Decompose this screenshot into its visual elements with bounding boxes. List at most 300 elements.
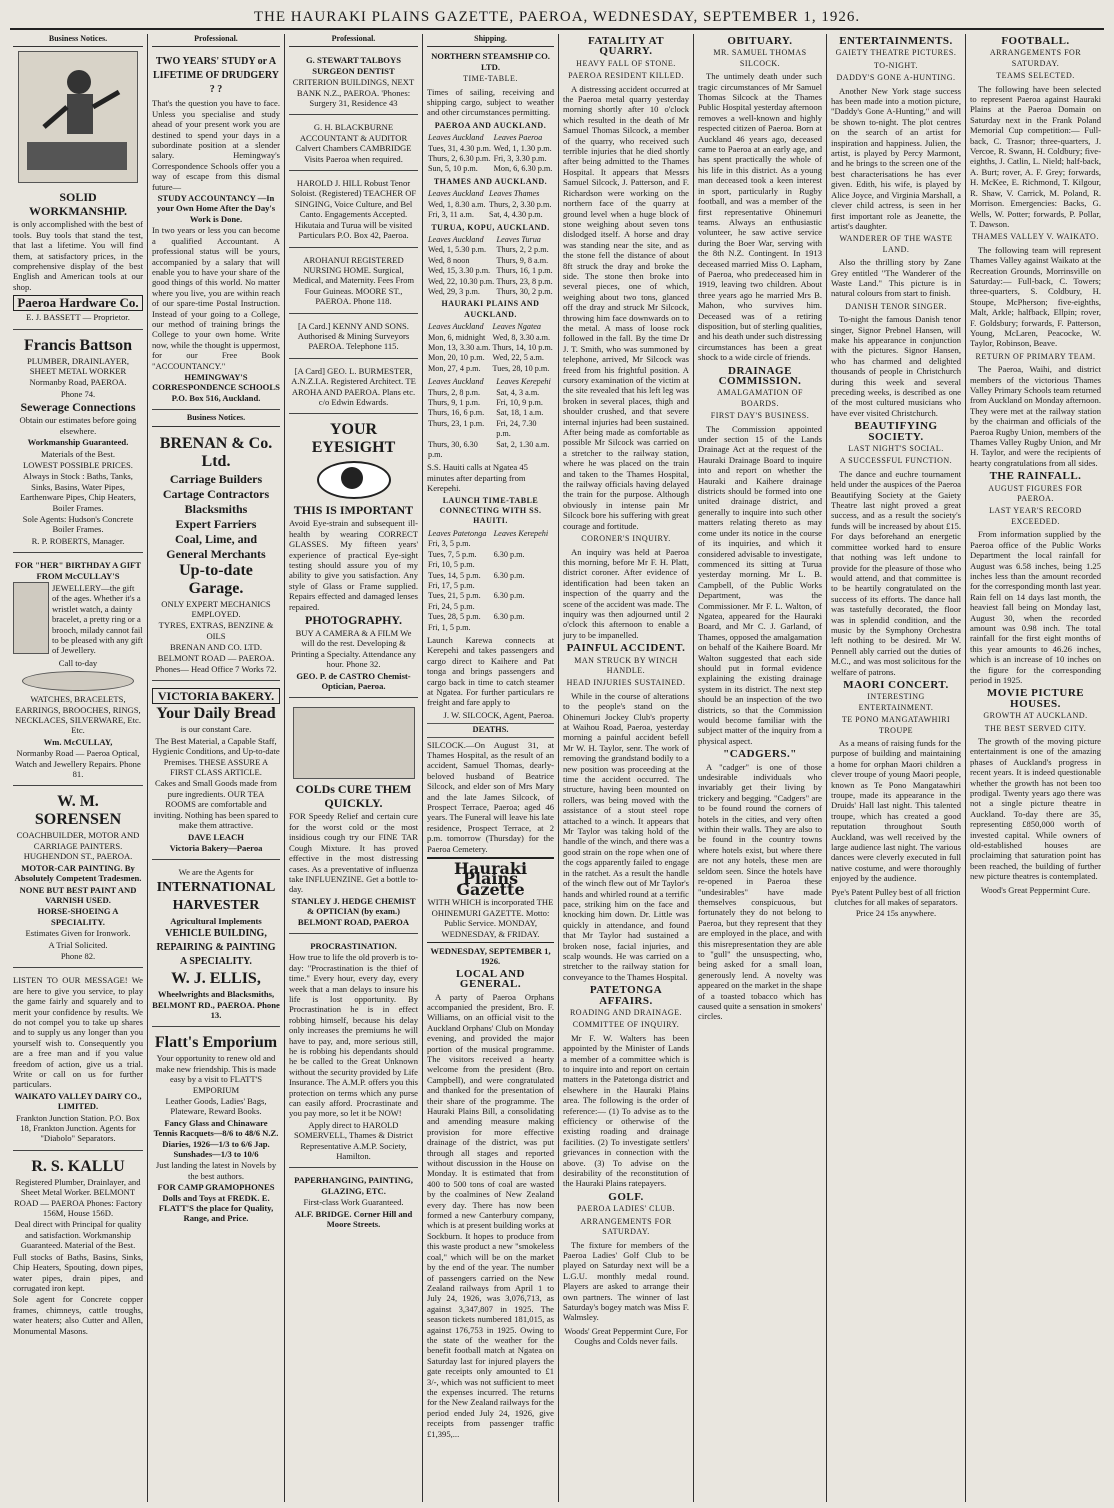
primary-sub: RETURN OF PRIMARY TEAM. <box>975 351 1096 361</box>
timetable-cell: Wed, 22, 10.30 p.m. <box>428 276 495 286</box>
best-served-sub: THE BEST SERVED CITY. <box>984 723 1087 733</box>
column-heading: Shipping. <box>427 34 554 47</box>
drainage-text: The Commission appointed under section 15 of the Lands Drainage Act at the request of the Hauraki Drainage Board to inquire into and report on whether the Hauraki and Kaihere drainage districts should be formed into one united drainage district, and generally to inquire into such other matters relating thereto as may come under its notice in the course of its inquiries, and which it considered advisable to investigate, commenced its sitting at Turua yesterday morning. Mr L. B. Campbell, of the Public Works Department, was the Commissioner. Mr F. L. Walton, of Ngatea, appeared for the Hauraki Board, and Mr C. J. Garland, of Thames, opposed the amalgamation on behalf of the Kaihere Board. Mr Walton suggested that each side should put in formal evidence explaining the existing drainage system in its district. The next step should be an inspection of the two districts, so that the Commission would become familiar with the subject matter of the inquiry from a physical aspect. <box>698 423 822 746</box>
movie-heading: MOVIE PICTURE HOUSES. <box>986 687 1085 710</box>
thames-valley-sub: THAMES VALLEY V. WAIKATO. <box>972 232 1099 242</box>
coroner-text: An inquiry was held at Paeroa this morning, before Mr F. H. Platt, district coroner. After evidence of identification had been taken an inspection of the quarry and the scene of the accident was made. The inquiry was then adjourned until 2 o'clock this afternoon to enable a jury to be impanelled. <box>563 546 689 640</box>
entertainments-heading: ENTERTAINMENTS. <box>839 35 953 47</box>
timetable-cell: 6.30 p.m. <box>493 591 525 601</box>
column-rule <box>693 34 694 1502</box>
ellis-sub: Wheelwrights and Blacksmiths, BELMONT RD., PAEROA. Phone 13. <box>152 989 280 1020</box>
cadgers-heading: "CADGERS." <box>723 748 797 761</box>
timetable-cell <box>493 602 554 612</box>
garage-line: TYRES, EXTRAS, BENZINE & OILS <box>158 620 274 641</box>
novels: Just landing the latest in Novels by the best authors. <box>155 1160 277 1181</box>
drainage-heading: DRAINAGE COMMISSION. <box>718 364 802 387</box>
timetable-cell: Thurs, 23, 8 p.m. <box>496 276 553 286</box>
alf-bridge: ALF. BRIDGE. Corner Hill and Moore Streets. <box>294 1208 413 1230</box>
beautifying-text: The dance and euchre tournament held under the auspices of the Paeroa Beautifying Society at the Gaiety Theatre last night proved a great success, and as a result the society's funds will be increased by about £15. For days beforehand an energetic committee worked hard to ensure that nothing was left undone to provide for the pleasure of those who would attend, and that committee is to be heartily congratulated on the success of its efforts. The dance hall was tastefully decorated, the floor was in splendid condition, and the music by the Symphony Orchestra left nothing to be desired. Mr W. Pennell ably carried out the duties of M.C., and was most solicitous for the welfare of patrons. <box>831 468 961 677</box>
winch-sub: MAN STRUCK BY WINCH HANDLE. <box>574 655 678 675</box>
timetable-row <box>427 333 554 343</box>
birthday-heading: FOR "HER" BIRTHDAY A GIFT FROM McCULLAY'S <box>14 560 142 581</box>
timetable-cell: Leaves Kerepehi <box>493 528 549 538</box>
committee-sub: COMMITTEE OF INQUIRY. <box>572 1020 680 1030</box>
exceeded-sub: LAST YEAR'S RECORD EXCEEDED. <box>989 506 1082 526</box>
burmester-card: [A Card] GEO. L. BURMESTER, A.N.Z.I.A. Registered Architect. TE AROHA AND PAEROA. Plans etc. c/o Edwin Edwards. <box>291 365 416 407</box>
apply-somervell: Apply direct to HAROLD SOMERVELL, Thames & District Representative A.M.P. Society, Hamilton. <box>294 1119 413 1162</box>
eye-text: Avoid Eye-strain and subsequent ill-health by wearing CORRECT GLASSES. My fifteen years' experience of practical Eye-sight testing should assure you of my ability to give you satisfaction. Any style of Glass or Frame supplied. Repairs effected and damaged lenses repaired. <box>289 518 418 612</box>
sewerage-heading: Sewerage Connections <box>20 400 136 415</box>
timetable-row <box>427 287 554 297</box>
francis-battson-name: Francis Battson <box>24 336 132 354</box>
timetable-cell: Mon, 6, 6.30 p.m. <box>493 164 553 174</box>
eye-illustration <box>317 461 391 499</box>
tonight-sub: TO-NIGHT. <box>874 60 918 70</box>
timetable-cell: Leaves Ngatea <box>492 322 541 332</box>
timetable-row <box>427 210 554 220</box>
deaths-text: SILCOCK.—On August 31, at Thames Hospital, as the result of an accident, Samuel Thomas, dearly-beloved husband of Beatrice Silcock, and elder son of Mrs Mary and the late James Silcock, of Prospect Terrace, Paeroa; aged 46 years. The Funeral will leave his late residence, Prospect Terrace, at 2 p.m. tomorrow (Thursday) for the Paeroa Cemetery. <box>427 739 554 854</box>
trial-solicited: A Trial Solicited. <box>48 939 108 950</box>
timetable-cell: Thurs, 9, 8 a.m. <box>496 255 549 265</box>
brenan-line: Coal, Lime, and <box>174 531 257 546</box>
timetable-row <box>427 322 554 332</box>
timetable-row <box>427 602 554 612</box>
none-but-best: NONE BUT BEST PAINT AND VARNISH USED. <box>19 884 137 905</box>
brenan-name: BRENAN & Co. Ltd. <box>159 434 273 470</box>
golf-text: The fixture for members of the Paeroa Ladies' Golf Club to be played on Saturday next will be a L.G.U. monthly medal round. Players are asked to arrange their own partners. The winner of last Saturday's bogey match was Miss F. Walmsley. <box>563 1239 689 1323</box>
football-heading: FOOTBALL. <box>1001 35 1070 47</box>
solid-workmanship-heading: SOLID WORKMANSHIP. <box>29 190 127 219</box>
timetable-cell: Thurs, 16, 1 p.m. <box>496 266 553 276</box>
column-heading: Business Notices. <box>152 413 280 426</box>
timetable-cell: Tues, 28, 10 p.m. <box>492 363 550 373</box>
primary-text: The Paeroa, Waihi, and district members of the victorious Thames Valley Primary Schools team returned from Auckland on Monday afternoon. They were met at the railway station by the chairman and officials of the Paeroa Rugby Union, members of the Thames Valley Rugby Union, and Mr H. Taylor, and were the recipients of hearty congratulations from all sides. <box>970 364 1101 468</box>
hauiti-note: S.S. Hauiti calls at Ngatea 45 minutes after departing from Kerepehi. <box>427 462 528 494</box>
timetable-cell: Wed, 8, 3.30 a.m. <box>492 332 551 342</box>
social-sub: LAST NIGHT'S SOCIAL. <box>848 444 944 454</box>
timetable-cell: Sun, 5, 10 p.m. <box>428 164 478 174</box>
timetable-cell: Leaves Patetonga <box>428 528 487 538</box>
timetable-cell <box>493 539 554 549</box>
daddy-text: Another New York stage success has been made into a motion picture, "Daddy's Gone A-Hunting," and will be shown to-night. The plot centres on the search of an artist for inspiration and happiness. Julien, the artist, is played by Percy Marmont, and he brings to the screen one of the best characterisations he has ever given. Edith, his wife, is played by Alice Joyce, and Virginia Marshall, a clever child actress, is seen in her first important role as Jeanette, the artist's daughter. <box>831 85 961 231</box>
wanderer-sub: WANDERER OF THE WASTE LAND. <box>839 234 953 254</box>
brenan-line: Expert Farriers <box>175 516 257 531</box>
timetable-cell: Leaves Auckland <box>428 234 484 244</box>
dateline: WEDNESDAY, SEPTEMBER 1, 1926. <box>430 945 551 967</box>
golf-heading: GOLF. <box>608 1190 644 1203</box>
ladies-club-sub: PAEROA LADIES' CLUB. <box>576 1204 676 1214</box>
teams-sub: TEAMS SELECTED. <box>996 71 1075 81</box>
timetable-cell: Tues, 28, 5 p.m. <box>428 612 481 622</box>
waikato-address: Frankton Junction Station. P.O. Box 18, Frankton Junction. Agents for "Diabolo" Separators. <box>16 1112 140 1144</box>
obituary-text: The untimely death under such tragic circumstances of Mr Samuel Thomas Silcock at the Thames Public Hospital yesterday afternoon removes a well-known and highly respected citizen of Paeroa. Born at Auckland 46 years ago, deceased came to Paeroa at an early age, and has spent practically the whole of his life in this district. As a young man deceased took a keen interest in sport, particularly in Rugby football, and was a member of the first representative Ohinemuri teams. Always an enthusiastic volunteer, he saw active service during the Boer War, serving with the 8th N.Z. Contingent. In 1913 deceased married Miss O. Lapham, of Paeroa, who predeceased him in 1919, leaving two children. About three years ago he married Mrs B. Mahon, who survives him. Deceased was of a retiring disposition, but of sterling qualities, and his death under such distressing circumstances has been a great shock to a wide circle of friends. <box>698 71 822 363</box>
timetable-cell: Leaves Paeroa <box>493 133 543 143</box>
thames-auckland-table <box>427 189 554 220</box>
battson-line: Normanby Road, PAEROA. <box>29 377 127 388</box>
hauraki-plains-table <box>427 322 554 374</box>
victoria-bakery-paeroa: Victoria Bakery—Paeroa <box>169 842 263 853</box>
turua-kopu-table <box>427 235 554 297</box>
paper-sub: First-class Work Guaranteed. <box>303 1197 404 1208</box>
hedge-chemist: STANLEY J. HEDGE CHEMIST & OPTICIAN (by exam.) BELMONT ROAD, PAEROA <box>291 895 416 927</box>
local-general-text: A party of Paeroa Orphans accompanied the president, Bro. F. Williams, on an official visit to the Auckland Orphans' Club on Monday evening, and provided the major portion of the musical programme. The visitors received a hearty welcome from the president (Bro. Campbell), and were congratulated and thanked for the presentation of their share of the programme. The Hauraki Plains Bill, a consolidating and amending measure making provision for more effective drainage of the district, was put through all stages and reported without discussion in the House on Monday. It is estimated that from 400 to 500 tons of coal are wasted by the coalmines of New Zealand every day. There has now been formed a new Canterbury company, which is at present building works at Sockburn. It hopes to produce from this waste product a new "smokeless coal," which will be on the market by the end of the year. The number of passengers carried on the New Zealand railways from April 1 to July 24, 1926, was 3,076,713, as against 3,347,807 in 1925. The season tickets numbered 181,015, as against 176,753 in 1925. Owing to the state of the weather for the benefit football match at Ngatea on Saturday last for injured players the gate receipts only amounted to £1 3/-, which was not sufficient to meet the expenses incurred. The returns for the New Zealand railways for the period ended July 24, 1926, give receipts from passenger traffic £1,395,... <box>427 991 554 1439</box>
maori-concert-heading: MAORI CONCERT. <box>843 678 949 691</box>
silcock-agent: J. W. SILCOCK, Agent, Paeroa. <box>443 709 554 720</box>
international-harvester: INTERNATIONAL HARVESTER <box>156 879 276 913</box>
local-general-heading: LOCAL AND GENERAL. <box>456 967 525 991</box>
timetable-row <box>427 581 554 591</box>
two-years-study-heading: TWO YEARS' STUDY or A LIFETIME OF DRUDGERY ? ? <box>153 56 279 96</box>
masthead: THE HAURAKI PLAINS GAZETTE, PAEROA, WEDNESDAY, SEPTEMBER 1, 1926. <box>10 6 1104 30</box>
sorensen-sub: COACHBUILDER, MOTOR AND CARRIAGE PAINTERS. HUGHENDON ST., PAEROA. <box>16 830 140 862</box>
phone-82: Phone 82. <box>60 950 96 961</box>
timetable-cell: Mon, 6, midnight <box>428 332 486 342</box>
colds-heading: COLDs CURE THEM QUICKLY. <box>295 782 412 811</box>
fatality-sub2: PAEROA RESIDENT KILLED. <box>568 71 684 81</box>
interesting-sub: INTERESTING ENTERTAINMENT. <box>858 692 934 712</box>
workmanship-guaranteed: Workmanship Guaranteed. <box>27 437 129 448</box>
obituary-heading: OBITUARY. <box>727 35 793 47</box>
cakes-text: Cakes and Small Goods made from pure ingredients. OUR TEA ROOMS are comfortable and inviting. Nothing has been spared to make them attractive. <box>153 778 279 831</box>
timetable-cell: Leaves Auckland <box>428 133 484 143</box>
brenan-line: Blacksmiths <box>184 501 248 516</box>
timetable-row <box>427 133 554 143</box>
timetable-cell: Mon, 13, 3.30 a.m. <box>428 342 491 352</box>
blackburne-card: G. H. BLACKBURNE ACCOUNTANT & AUDITOR Calvert Chambers CAMBRIDGE Visits Paeroa when required. <box>295 122 412 164</box>
cadgers-text: A "cadger" is one of those undesirable individuals who invariably get their living by trickery and begging. "Cadgers" are to be found round the corners of hotels in the cities, and very often within their walls. They are also to be found in the country towns where hotels exist, but where there are not any hotels, these men are seldom seen. Since the hotels have re-opened in Paeroa these "undesirables" have made themselves conspicuous, but fortunately they do not belong to Paeroa, but they represent that they are employed in the place, and with this misrepresentation they are able to "gull" the unsuspecting, who, being asked for a small loan, generously lend. A novelty was appeared on the market in the shape of a toasted tobacco which has caused quite a sensation in smokers' circles. <box>698 761 822 1022</box>
kallu-agent: Sole agent for Concrete copper frames, chimneys, cattle troughs, water heaters; also Cutter and Allen, Monumental Masons. <box>13 1294 143 1336</box>
timetable-cell: Sat, 4, 3 a.m. <box>496 387 540 397</box>
garage-line: Phones— Head Office 7 Works 72. <box>155 664 277 675</box>
august-sub: AUGUST FIGURES FOR PAEROA. <box>988 483 1083 504</box>
sewerage-sub: Obtain our estimates before going elsewhere. <box>19 415 137 436</box>
first-day-sub: FIRST DAY'S BUSINESS. <box>710 411 810 421</box>
column-news-1 <box>560 34 692 1502</box>
bracelet-illustration <box>22 671 134 691</box>
timetable-cell: Thurs, 9, 1 p.m. <box>428 398 481 407</box>
beautifying-heading: BEAUTIFYING SOCIETY. <box>854 420 938 443</box>
timetable-cell: Thurs, 30, 2 p.m. <box>496 286 553 296</box>
timetable-cell <box>493 623 554 633</box>
timetable-row <box>427 277 554 287</box>
timetable-cell <box>493 581 554 591</box>
patetonga-heading: PATETONGA AFFAIRS. <box>589 984 663 1007</box>
watches-list: WATCHES, BRACELETS, EARRINGS, BROOCHES, RINGS, NECKLACES, SILVERWARE, Etc. Etc. <box>15 694 141 736</box>
troupe-sub: TE PONO MANGATAWHIRI TROUPE <box>841 715 951 735</box>
column-news-2 <box>695 34 825 1502</box>
hill-card: HAROLD J. HILL Robust Tenor Soloist. (Registered) TEACHER OF SINGING, Voice Culture, and Bel Canto. Engagements Accepted. Hikutaia and Turua will be visited Particulars P.O. Box 42, Paeroa. <box>290 178 417 241</box>
listen-message: LISTEN TO OUR MESSAGE! We are here to give you service, to play the game fairly and squarely and to merit your confidence by results. We do not compel you to take up shares and to supply us any longer than you yourself wish to. Consequently you are a free man and if you value freedom of action, give us a trial. Write or call on us for further particulars. <box>13 975 143 1090</box>
paeroa-auckland-table <box>427 133 554 175</box>
kallu-sub: Registered Plumber, Drainlayer, and Sheet Metal Worker. BELMONT ROAD — PAEROA Phones: Factory 156M, House 156D. <box>13 1176 143 1219</box>
brenan-line: General Merchants <box>166 546 266 561</box>
timetable-cell: Wed, 1, 8.30 a.m. <box>428 199 486 209</box>
timetable-cell: Fri, 10, 5 p.m. <box>428 560 475 570</box>
timetable-row <box>427 612 554 622</box>
northern-steamship: NORTHERN STEAMSHIP CO. LTD. <box>431 51 550 72</box>
timetable-row <box>427 539 554 549</box>
woods-cure: Wood's Great Peppermint Cure. <box>980 884 1091 895</box>
success-sub: A SUCCESSFUL FUNCTION. <box>839 456 953 466</box>
study-text: That's the question you have to face. Unless you specialise and study ahead of your present work you are destined to spend your days in a subordinate position at a slender salary. Hemingway's Correspondence Schools offer you a way of escape from this dismal future— <box>152 98 280 192</box>
column-heading: Professional. <box>152 34 280 47</box>
timetable-cell: 6.30 p.m. <box>493 612 525 622</box>
brenan-line: Cartage Contractors <box>162 486 270 501</box>
thames-auckland: THAMES AND AUCKLAND. <box>433 176 548 186</box>
procrastination-text: How true to life the old proverb is to-day: "Procrastination is the thief of time." Every hour, every day, every week that a man delays to insure his life is lost opportunity. By Procrastination he is in effect robbing himself, because his delay only increases the premiums he will have to pay, and, more serious still, he is robbing his dependants should he be called to the Great Unknown without the security provided by Life Insurance. The A.M.P. offers you this protection on terms which any purse can easily afford. Procrastinate and you pay more, so let it be NOW! <box>289 952 418 1119</box>
timetable-heading: TIME-TABLE. <box>463 74 518 84</box>
timetable-row <box>427 266 554 276</box>
timetable-cell: Fri, 3, 11 a.m. <box>428 210 474 220</box>
study-accountancy: STUDY ACCOUNTANCY —In your Own Home After the Day's Work is Done. <box>156 193 276 224</box>
arohanui-card: AROHANUI REGISTERED NURSING HOME. Surgical, Medical, and Maternity. Fees From Four Guineas. MOORE ST., PAEROA. Phone 118. <box>292 254 415 307</box>
timetable-cell: Fri, 3, 3.30 p.m. <box>493 154 547 164</box>
call-today: Call to-day <box>58 657 98 668</box>
garage-line: ONLY EXPERT MECHANICS EMPLOYED. <box>161 598 271 619</box>
photography: PHOTOGRAPHY. <box>304 613 402 628</box>
football-text: The following have been selected to represent Paeroa against Hauraki Plains at the Paeroa Domain on Saturday next in the Frank Poland Memorial Cup competition:— Full-back, C. Trasnor; three-quarters, J. Vercoe, R. Swann, H. Coldbury; five-eighths, J. Catlin, L. Nield; half-back, A. Burt; rover, A. F. Grey; forwards, H. McKee, E. Richmond, T. Kilgour, R. Shaw, V. Carrick, M. Poland, R. Morrison. Emergencies: Backs, G. Wells, W. Potter; forwards, P. Pollar, T. Dawson. <box>970 83 1101 229</box>
ellis-name: W. J. ELLIS, <box>171 970 261 988</box>
timetable-row <box>427 353 554 363</box>
timetable-cell: Sat, 2, 1.30 a.m. <box>496 439 550 449</box>
column-professional <box>149 34 283 1502</box>
timetable-cell: Mon, 20, 10 p.m. <box>428 353 485 363</box>
hemingway-schools: HEMINGWAY'S CORRESPONDENCE SCHOOLS P.O. Box 516, Auckland. <box>152 371 280 403</box>
timetable-cell: Fri, 10, 9 p.m. <box>496 398 543 407</box>
wristwatch-illustration <box>13 582 49 654</box>
mccullay-address: Normanby Road — Paeroa Optical, Watch and Jewellery Repairs. Phone 81. <box>15 748 141 780</box>
waikato-dairy: WAIKATO VALLEY DAIRY CO., LIMITED. <box>14 1090 142 1112</box>
timetable-row <box>427 529 554 539</box>
arrangements-sub: ARRANGEMENTS FOR SATURDAY. <box>989 48 1082 68</box>
timetable-cell: Leaves Thames <box>489 189 540 199</box>
column-sport <box>967 34 1104 1502</box>
colds-text: FOR Speedy Relief and certain cure for the worst cold or the most insidious cough try our FINE TAR Cough Mixture. It has proved effective in the most distressing cases. As a preventative of influenza take INFLUENZINE. Get a bottle to-day. <box>289 811 418 895</box>
column-shipping <box>424 34 557 1502</box>
horse-shoeing: HORSE-SHOEING A SPECIALITY. <box>37 906 119 927</box>
tenor-text: To-night the famous Danish tenor singer, Signor Prebnel Hansen, will make his appearance in conjunction with the pictures. Signor Hansen, who has charmed and delighted thousands of people in Christchurch during this week and several preceding weeks, is described as one of the most cultured musicians who have ever visited Christchurch. <box>831 314 961 418</box>
patetonga-text: Mr F. W. Walters has been appointed by the Minister of Lands a member of a committee which is to inquire into and report on certain matters in the Patetonga district and elsewhere in the Hauraki Plains area. The following is the order of reference:— (1) To advise as to the efficiency or otherwise of the existing roading and drainage facilities. (2) To investigate settlers' grievances in connection with the above. (3) To advise on the desirability of the reconstitution of the Hauraki Plains ratepayers. <box>563 1032 689 1189</box>
column-rule <box>826 34 827 1502</box>
timetable-row <box>427 377 554 387</box>
bread-text: The Best Material, a Capable Staff, Hygienic Conditions, and Up-to-date Premises. THESE ASSURE A FIRST CLASS ARTICLE. <box>152 735 280 778</box>
woods-cure: Woods' Great Peppermint Cure, For Coughs and Colds never fails. <box>564 1325 688 1347</box>
timetable-cell: Fri, 17, 5 p.m. <box>428 580 475 590</box>
brenan-line: Carriage Builders <box>169 471 263 486</box>
timetable-cell: Thurs, 23, 1 p.m. <box>428 418 485 428</box>
timetable-cell: 6.30 p.m. <box>493 549 525 559</box>
hardware-proprietor: E. J. BASSETT — Proprietor. <box>26 312 130 323</box>
column-heading: Business Notices. <box>13 34 143 47</box>
saturday-sub: ARRANGEMENTS FOR SATURDAY. <box>580 1216 672 1237</box>
timetable-row <box>427 623 554 633</box>
accountancy-text: In two years or less you can become a qualified Accountant. A professional status will be yours, accompanied by a salary that will enable you to have your share of the good things of this world. No matter where you live, you are within reach of our spare-time Postal Instruction. Instead of your going to a College, our method of training brings the College to your own home. Write now, while the thought is uppermost, for our Free Book "ACCOUNTANCY." <box>152 225 280 371</box>
launch-note: Launch Karewa connects at Kerepehi and takes passengers and cargo direct to Kaihere and Pat tonga and brings passengers and cargo back in time to catch steamer at Ngatea. For further particulars re freight and fare apply to <box>427 634 554 708</box>
sole-agents: Sole Agents: Hudson's Concrete Boiler Frames. <box>22 513 134 535</box>
fatality-sub: HEAVY FALL OF STONE. <box>576 58 676 68</box>
photo-text: BUY A CAMERA & A FILM We will do the rest. Developing & Printing a Specialty. Attendance any hour. Phone 32. <box>291 628 416 670</box>
timetable-row <box>427 560 554 570</box>
turua-kopu: TURUA, KOPU, AUCKLAND. <box>431 222 550 232</box>
daddy-sub: DADDY'S GONE A-HUNTING. <box>836 73 956 83</box>
painful-accident-heading: PAINFUL ACCIDENT. <box>566 642 686 655</box>
kallu-stock: Full stocks of Baths, Basins, Sinks, Chip Heaters, Spouting, down pipes, water pipes, drain pipes, and corrugated iron kept. <box>13 1251 143 1293</box>
timetable-cell: Thurs, 2, 2 p.m. <box>496 245 549 255</box>
agents-for: We are the Agents for <box>178 867 254 878</box>
paeroa-hardware-logo: Paeroa Hardware Co. <box>13 295 143 311</box>
timetable-cell: Fri, 1, 5 p.m. <box>428 622 471 632</box>
flatts-emporium: Flatt's Emporium <box>154 1034 278 1052</box>
timetable-row <box>427 440 554 461</box>
craftsman-illustration <box>18 51 138 183</box>
sorensen-name: W. M. SORENSEN <box>34 793 122 829</box>
paperhanging: PAPERHANGING, PAINTING, GLAZING, ETC. <box>294 1175 413 1196</box>
timetable-row <box>427 408 554 418</box>
paeroa-auckland: PAEROA AND AUCKLAND. <box>434 120 547 130</box>
kerepehi-table <box>427 377 554 460</box>
timetable-cell: Tues, 7, 5 p.m. <box>428 549 477 559</box>
column-heading: Professional. <box>289 34 418 47</box>
obituary-sub: MR. SAMUEL THOMAS SILCOCK. <box>713 48 807 68</box>
timetable-row <box>427 200 554 210</box>
garage-heading: Up-to-date Garage. <box>179 561 253 597</box>
timetable-row <box>427 245 554 255</box>
fancy-glass: Fancy Glass and Chinaware Tennis Racquets—8/6 to 48/6 N.Z. Diaries, 1926—1/3 to 6/6 Jap. Sunshades—1/3 to 10/6 <box>153 1117 279 1159</box>
gazette-sub: WITH WHICH is incorporated THE OHINEMURI GAZETTE. Motto: Public Service. MONDAY, WEDNESDAY, & FRIDAY. <box>427 897 554 939</box>
timetable-cell: Fri, 3, 5 p.m. <box>428 539 471 549</box>
kallu-name: R. S. KALLU <box>31 1157 125 1175</box>
launch-table <box>427 529 554 633</box>
timetable-cell: Leaves Auckland <box>428 189 484 199</box>
timetable-row <box>427 571 554 581</box>
timetable-row <box>427 343 554 353</box>
timetable-row <box>427 164 554 174</box>
timetable-cell: Tues, 21, 5 p.m. <box>428 591 481 601</box>
mccullay-name: Wm. McCULLAY, <box>43 736 113 747</box>
timetable-row <box>427 235 554 245</box>
de-castro: GEO. P. de CASTRO Chemist-Optician, Paeroa. <box>296 670 411 692</box>
flatt-text: Your opportunity to renew old and make new friendship. This is made easy by a visit to FLATT'S EMPORIUM <box>155 1053 277 1095</box>
timetable-cell: Wed, 1, 1.30 p.m. <box>493 143 552 153</box>
timetable-cell: Tues, 14, 5 p.m. <box>428 570 481 580</box>
battson-line: PLUMBER, DRAINLAYER, SHEET METAL WORKER <box>26 355 130 377</box>
timetable-row <box>427 550 554 560</box>
talboys-sub: CRITERION BUILDINGS, NEXT BANK N.Z., PAEROA. 'Phones: Surgery 31, Residence 43 <box>292 77 415 109</box>
timetable-row <box>427 144 554 154</box>
timetable-cell: Sat, 18, 1 a.m. <box>496 408 544 418</box>
column-business-notices <box>10 34 146 1502</box>
timetable-cell: Thurs, 30, 6.30 p.m. <box>428 439 478 460</box>
timetable-cell: Wed, 29, 3 p.m. <box>428 286 480 296</box>
timetable-cell: Leaves Auckland <box>428 377 484 387</box>
timetable-row <box>427 398 554 408</box>
stock-list: Always in Stock : Baths, Tanks, Sinks, Basins, Water Pipes, Earthenware Pipes, Chip Heaters, Boiler Frames. <box>20 471 136 513</box>
column-rule <box>147 34 148 1502</box>
amalgamation-sub: AMALGAMATION OF BOARDS. <box>717 388 803 408</box>
vehicle-building: VEHICLE BUILDING, REPAIRING & PAINTING A SPECIALITY. <box>156 928 276 968</box>
daily-bread: Your Daily Bread <box>156 705 276 723</box>
winch-text: While in the course of alterations to the people's stand on the Ohinemuri Jockey Club's property at Waihou Road, Paeroa, yesterday morning a painful accident befell Mr W. H. Taylor, senr. The work of removing the grandstand bodily to a new position was proceeding at the time the accident occurred. The structure, having been mounted on rollers, was being moved with the assistance of a stout steel rope attached to a winch. It appears that Mr Taylor was taking hold of the handle of the winch, and there was a good strain on the rope when one of the cogs apparently failed to engage in the ratchet. As a result the handle of the winch flew out of Mr Taylor's hands and whirled round at a terrific pace, striking him on the face and knocking him down. Dr. Little was quickly in attendance, and found that Mr Taylor had sustained a broken nose, facial injuries, and scalp wounds. He was carried on a stretcher to the railway station for conveyance to the Thames Hospital. <box>563 690 689 982</box>
maori-text: As a means of raising funds for the purpose of building and maintaining a home for orphan Maori children a clever troupe of young Maori people, known as Te Pono Mangatawhiri troupe, made its appearance in the Druids' Hall last night. This talented troupe, which has created a good reputation throughout South Auckland, was well received by the large audience last night. The various dances were cleverly executed in full native costume, and were thoroughly enjoyed by the audience. <box>831 738 961 884</box>
timetable-cell: Thurs, 2, 6.30 p.m. <box>428 154 491 164</box>
pyes-pulley: Pye's Patent Pulley best of all friction clutches for all makes of separators. Price 24 15s anywhere. <box>831 886 961 918</box>
timetable-cell: Wed, 1, 5.30 p.m. <box>428 245 487 255</box>
movie-text: The growth of the moving picture entertainment is one of the amazing phases of Auckland's progress in recent years. It is indeed questionable whether the growth has not been too prodigal. Twenty years ago there was not a single picture theatre in Auckland. To-day there are 35, representing £850,000 worth of invested capital. While owners of old-established houses are proclaiming that saturation point has been reached, the building of further new picture theatres is contemplated. <box>970 736 1101 882</box>
timetable-cell: Fri, 24, 5 p.m. <box>428 601 475 611</box>
timetable-cell: Thurs, 2, 3.30 p.m. <box>489 199 552 209</box>
column-rule <box>284 34 285 1502</box>
coroner-heading: CORONER'S INQUIRY. <box>581 534 671 544</box>
victoria-bakery-logo: VICTORIA BAKERY. <box>152 688 280 704</box>
timetable-cell: Thurs, 2, 8 p.m. <box>428 387 481 397</box>
flatt-goods: Leather Goods, Ladies' Bags, Plateware, Reward Books. <box>165 1095 267 1117</box>
fatality-text: A distressing accident occurred at the Paeroa metal quarry yesterday morning shortly after 10 o'clock which resulted in the death of Mr Samuel Thomas Silcock, a member of the quarry, who received such terrible injuries that he died shortly after being admitted to the Thames Hospital. It appears that Messrs Samuel Silcock, J. Patterson, and F. Richardson were working on the northern face of the quarry at ground level when a huge block of stone weighing about seven tons dislodged itself. A horse and dray was standing near the site, and as the stone fell the distance of about 8ft struck the dray and broke the side. The stone then broke into several pieces, one of which, weighing about two tons, glanced off the dray and struck Mr Silcock, throwing him face downwards on to the metal. A mass of loose rock followed in the fall. By the time Dr J. T. Smith, who was summoned by telephone, arrived, Mr Silcock was freed from his frightful position. A cursory examination of the victim at the site revealed that his left leg was broken in several places, thigh and shoulder crushed, and that severe internal injuries had been sustained. After being made as comfortable as possible Mr Silcock was carried on a stretcher to the railway station, where he was placed on the train and taken to the Thames Hospital, the railway officials having delayed the train for the purpose. Although obviously in intense pain Mr Silcock bore his suffering with great courage and fortitude. <box>563 83 689 531</box>
agricultural-implements: Agricultural Implements <box>170 915 262 926</box>
timetable-cell: Tues, 31, 4.30 p.m. <box>428 143 491 153</box>
gaiety-sub: GAIETY THEATRE PICTURES. <box>835 48 957 58</box>
solid-workmanship-text: is only accomplished with the best of tools. Buy tools that stand the test, that last a lifetime. You will find them, at satisfactory prices, in the comprehensive display of the best English and American tools at our shop. <box>13 219 143 292</box>
timetable-cell: Sat, 4, 4.30 p.m. <box>489 210 543 220</box>
gazette-nameplate: Hauraki Plains Gazette <box>453 859 528 899</box>
timetable-cell: Wed, 8 noon <box>428 255 470 265</box>
timetable-row <box>427 256 554 266</box>
timetable-cell: Leaves Auckland <box>428 322 484 332</box>
timetable-cell: 6.30 p.m. <box>493 570 525 580</box>
this-is-important: THIS IS IMPORTANT <box>293 503 414 518</box>
timetable-row <box>427 154 554 164</box>
materials-best: Materials of the Best. <box>41 448 115 459</box>
column-rule <box>422 34 423 1502</box>
motorcar-painting: MOTOR-CAR PAINTING. By Absolutely Competent Tradesmen. <box>14 862 142 884</box>
timetable-cell: Mon, 27, 4 p.m. <box>428 363 481 373</box>
timetable-cell: Thurs, 16, 6 p.m. <box>428 408 485 418</box>
timetable-cell: Wed, 22, 5 a.m. <box>492 353 544 363</box>
gramophones: FOR CAMP GRAMOPHONES Dolls and Toys at FREDK. E. FLATT'S the place for Quality, Range, and Price. <box>157 1182 275 1224</box>
deaths-heading: DEATHS. <box>427 723 554 737</box>
dave-leach: DAVE LEACH <box>188 831 244 842</box>
fatality-heading: FATALITY AT QUARRY. <box>587 35 665 58</box>
coughing-man-illustration <box>293 707 415 779</box>
wanderer-text: Also the thrilling story by Zane Grey entitled "The Wanderer of the Waste Land." This picture is in natural colours from start to finish. <box>831 257 961 299</box>
timetable-row <box>427 189 554 199</box>
timetable-cell: Wed, 15, 3.30 p.m. <box>428 266 491 276</box>
launch-heading: LAUNCH TIME-TABLE CONNECTING WITH SS. HAUITI. <box>439 495 542 526</box>
timetable-row <box>427 591 554 601</box>
garage-line: BRENAN AND CO. LTD. BELMONT ROAD — PAEROA. <box>157 642 275 663</box>
kallu-deal: Deal direct with Principal for quality and satisfaction. Workmanship Guaranteed. Material of the Best. <box>14 1219 142 1251</box>
timetable-cell: Leaves Kerepehi <box>496 377 551 387</box>
column-professional-2 <box>286 34 421 1502</box>
column-entertainments <box>828 34 964 1502</box>
column-rule <box>965 34 966 1502</box>
head-injuries-sub: HEAD INJURIES SUSTAINED. <box>566 678 686 688</box>
your-eyesight: YOUR EYESIGHT <box>311 421 396 457</box>
kenny-card: [A Card.] KENNY AND SONS. Authorised & Mining Surveyors PAEROA. Telephone 115. <box>297 320 410 352</box>
rainfall-heading: THE RAINFALL. <box>989 470 1082 483</box>
tenor-sub: DANISH TENOR SINGER. <box>845 301 947 311</box>
hauraki-plains-auckland: HAURAKI PLAINS AND AUCKLAND. <box>441 299 540 319</box>
growth-sub: GROWTH AT AUCKLAND. <box>983 711 1088 721</box>
roading-sub: ROADING AND DRAINAGE. <box>569 1007 683 1017</box>
timetable-cell: Thurs, 14, 10 p.m. <box>492 342 553 352</box>
estimates: Estimates Given for Ironwork. <box>25 928 131 939</box>
timetable-cell <box>493 560 554 570</box>
timetable-cell: Leaves Turua <box>496 234 541 244</box>
lowest-prices: LOWEST POSSIBLE PRICES. <box>23 459 133 470</box>
battson-line: Phone 74. <box>60 388 96 399</box>
jewellery-text: JEWELLERY—the gift of the ages. Whether it's a wristlet watch, a dainty bracelet, a pretty ring or a brooch, milady cannot fail to be pleased with any gift of Jewellery. <box>52 582 143 656</box>
talboys-name: G. STEWART TALBOYS SURGEON DENTIST <box>306 55 401 76</box>
